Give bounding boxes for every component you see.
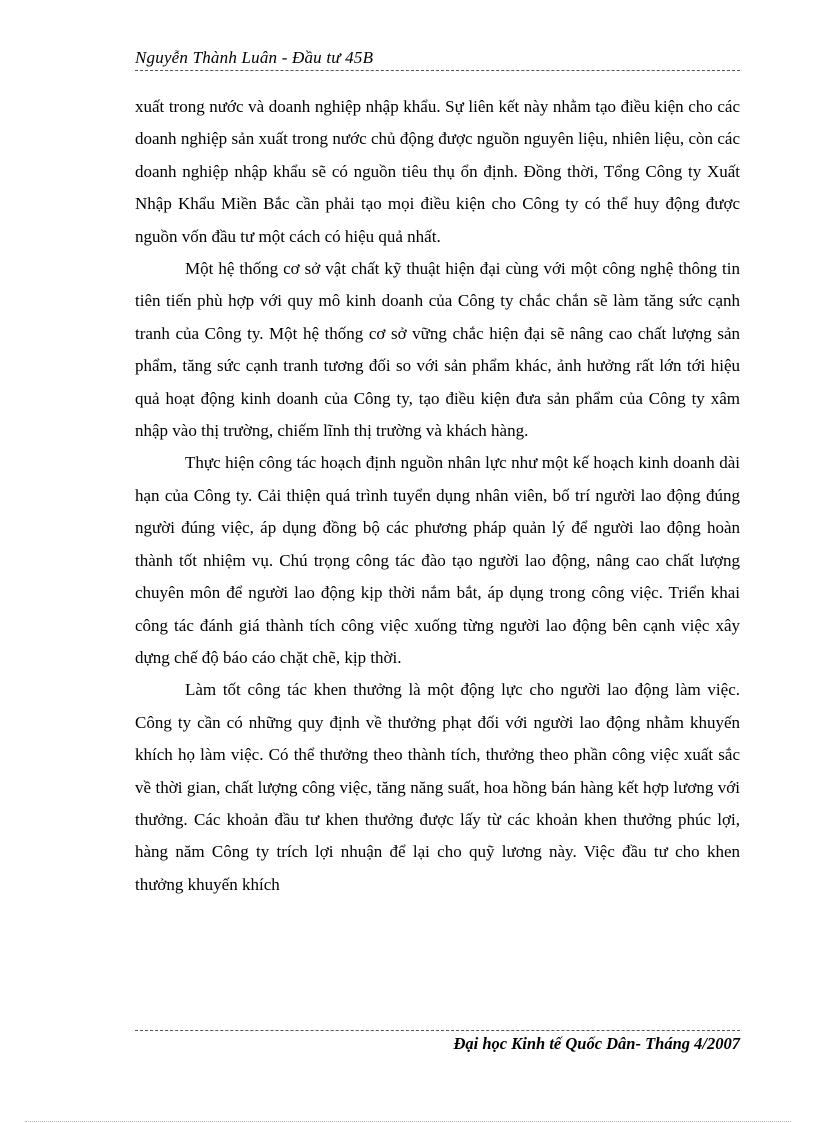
paragraph: Thực hiện công tác hoạch định nguồn nhân lực như một kế hoạch kinh doanh dài hạn của Công ty. Cải thiện quá trình tuyển dụng nhân viên, bố trí người lao động đúng người đúng việc, áp dụng đồng bộ các phương pháp quản lý để người lao động hoàn thành tốt nhiệm vụ. Chú trọng công tác đào tạo người lao động, nâng cao chất lượng chuyên môn để người lao động kịp thời nắm bắt, áp dụng trong công việc. Triển khai công tác đánh giá thành tích công việc xuống từng người lao động bên cạnh việc xây dựng chế độ báo cáo chặt chẽ, kịp thời. — [135, 453, 740, 667]
header-divider — [135, 70, 740, 71]
paragraph: Một hệ thống cơ sở vật chất kỹ thuật hiện đại cùng với một công nghệ thông tin tiên tiến phù hợp với quy mô kinh doanh của Công ty chắc chắn sẽ làm tăng sức cạnh tranh của Công ty. Một hệ thống cơ sở vững chắc hiện đại sẽ nâng cao chất lượng sản phẩm, tăng sức cạnh tranh tương đối so với sản phẩm khác, ảnh hưởng rất lớn tới hiệu quả hoạt động kinh doanh của Công ty, tạo điều kiện đưa sản phẩm của Công ty xâm nhập vào thị trường, chiếm lĩnh thị trường và khách hàng. — [135, 259, 740, 441]
running-footer: Đại học Kinh tế Quốc Dân- Tháng 4/2007 — [453, 1034, 740, 1053]
footer-divider — [135, 1030, 740, 1031]
paragraph: xuất trong nước và doanh nghiệp nhập khẩu. Sự liên kết này nhằm tạo điều kiện cho các doanh nghiệp sản xuất trong nước chủ động được nguồn nguyên liệu, nhiên liệu, còn các doanh nghiệp nhập khẩu sẽ có nguồn tiêu thụ ổn định. Đồng thời, Tổng Công ty Xuất Nhập Khẩu Miền Bắc cần phải tạo mọi điều kiện cho Công ty có thể huy động được nguồn vốn đầu tư một cách có hiệu quả nhất. — [135, 97, 740, 246]
running-header: Nguyễn Thành Luân - Đầu tư 45B — [135, 48, 374, 67]
page-edge — [25, 1121, 791, 1122]
paragraph: Làm tốt công tác khen thưởng là một động lực cho người lao động làm việc. Công ty cần có những quy định về thưởng phạt đối với người lao động nhằm khuyến khích họ làm việc. Có thể thưởng theo thành tích, thưởng theo phần công việc xuất sắc về thời gian, chất lượng công việc, tăng năng suất, hoa hồng bán hàng kết hợp lương với thưởng. Các khoản đầu tư khen thưởng được lấy từ các khoản khen thưởng phúc lợi, hàng năm Công ty trích lợi nhuận để lại cho quỹ lương này. Việc đầu tư cho khen thưởng khuyến khích — [135, 680, 740, 894]
document-body — [135, 91, 740, 901]
